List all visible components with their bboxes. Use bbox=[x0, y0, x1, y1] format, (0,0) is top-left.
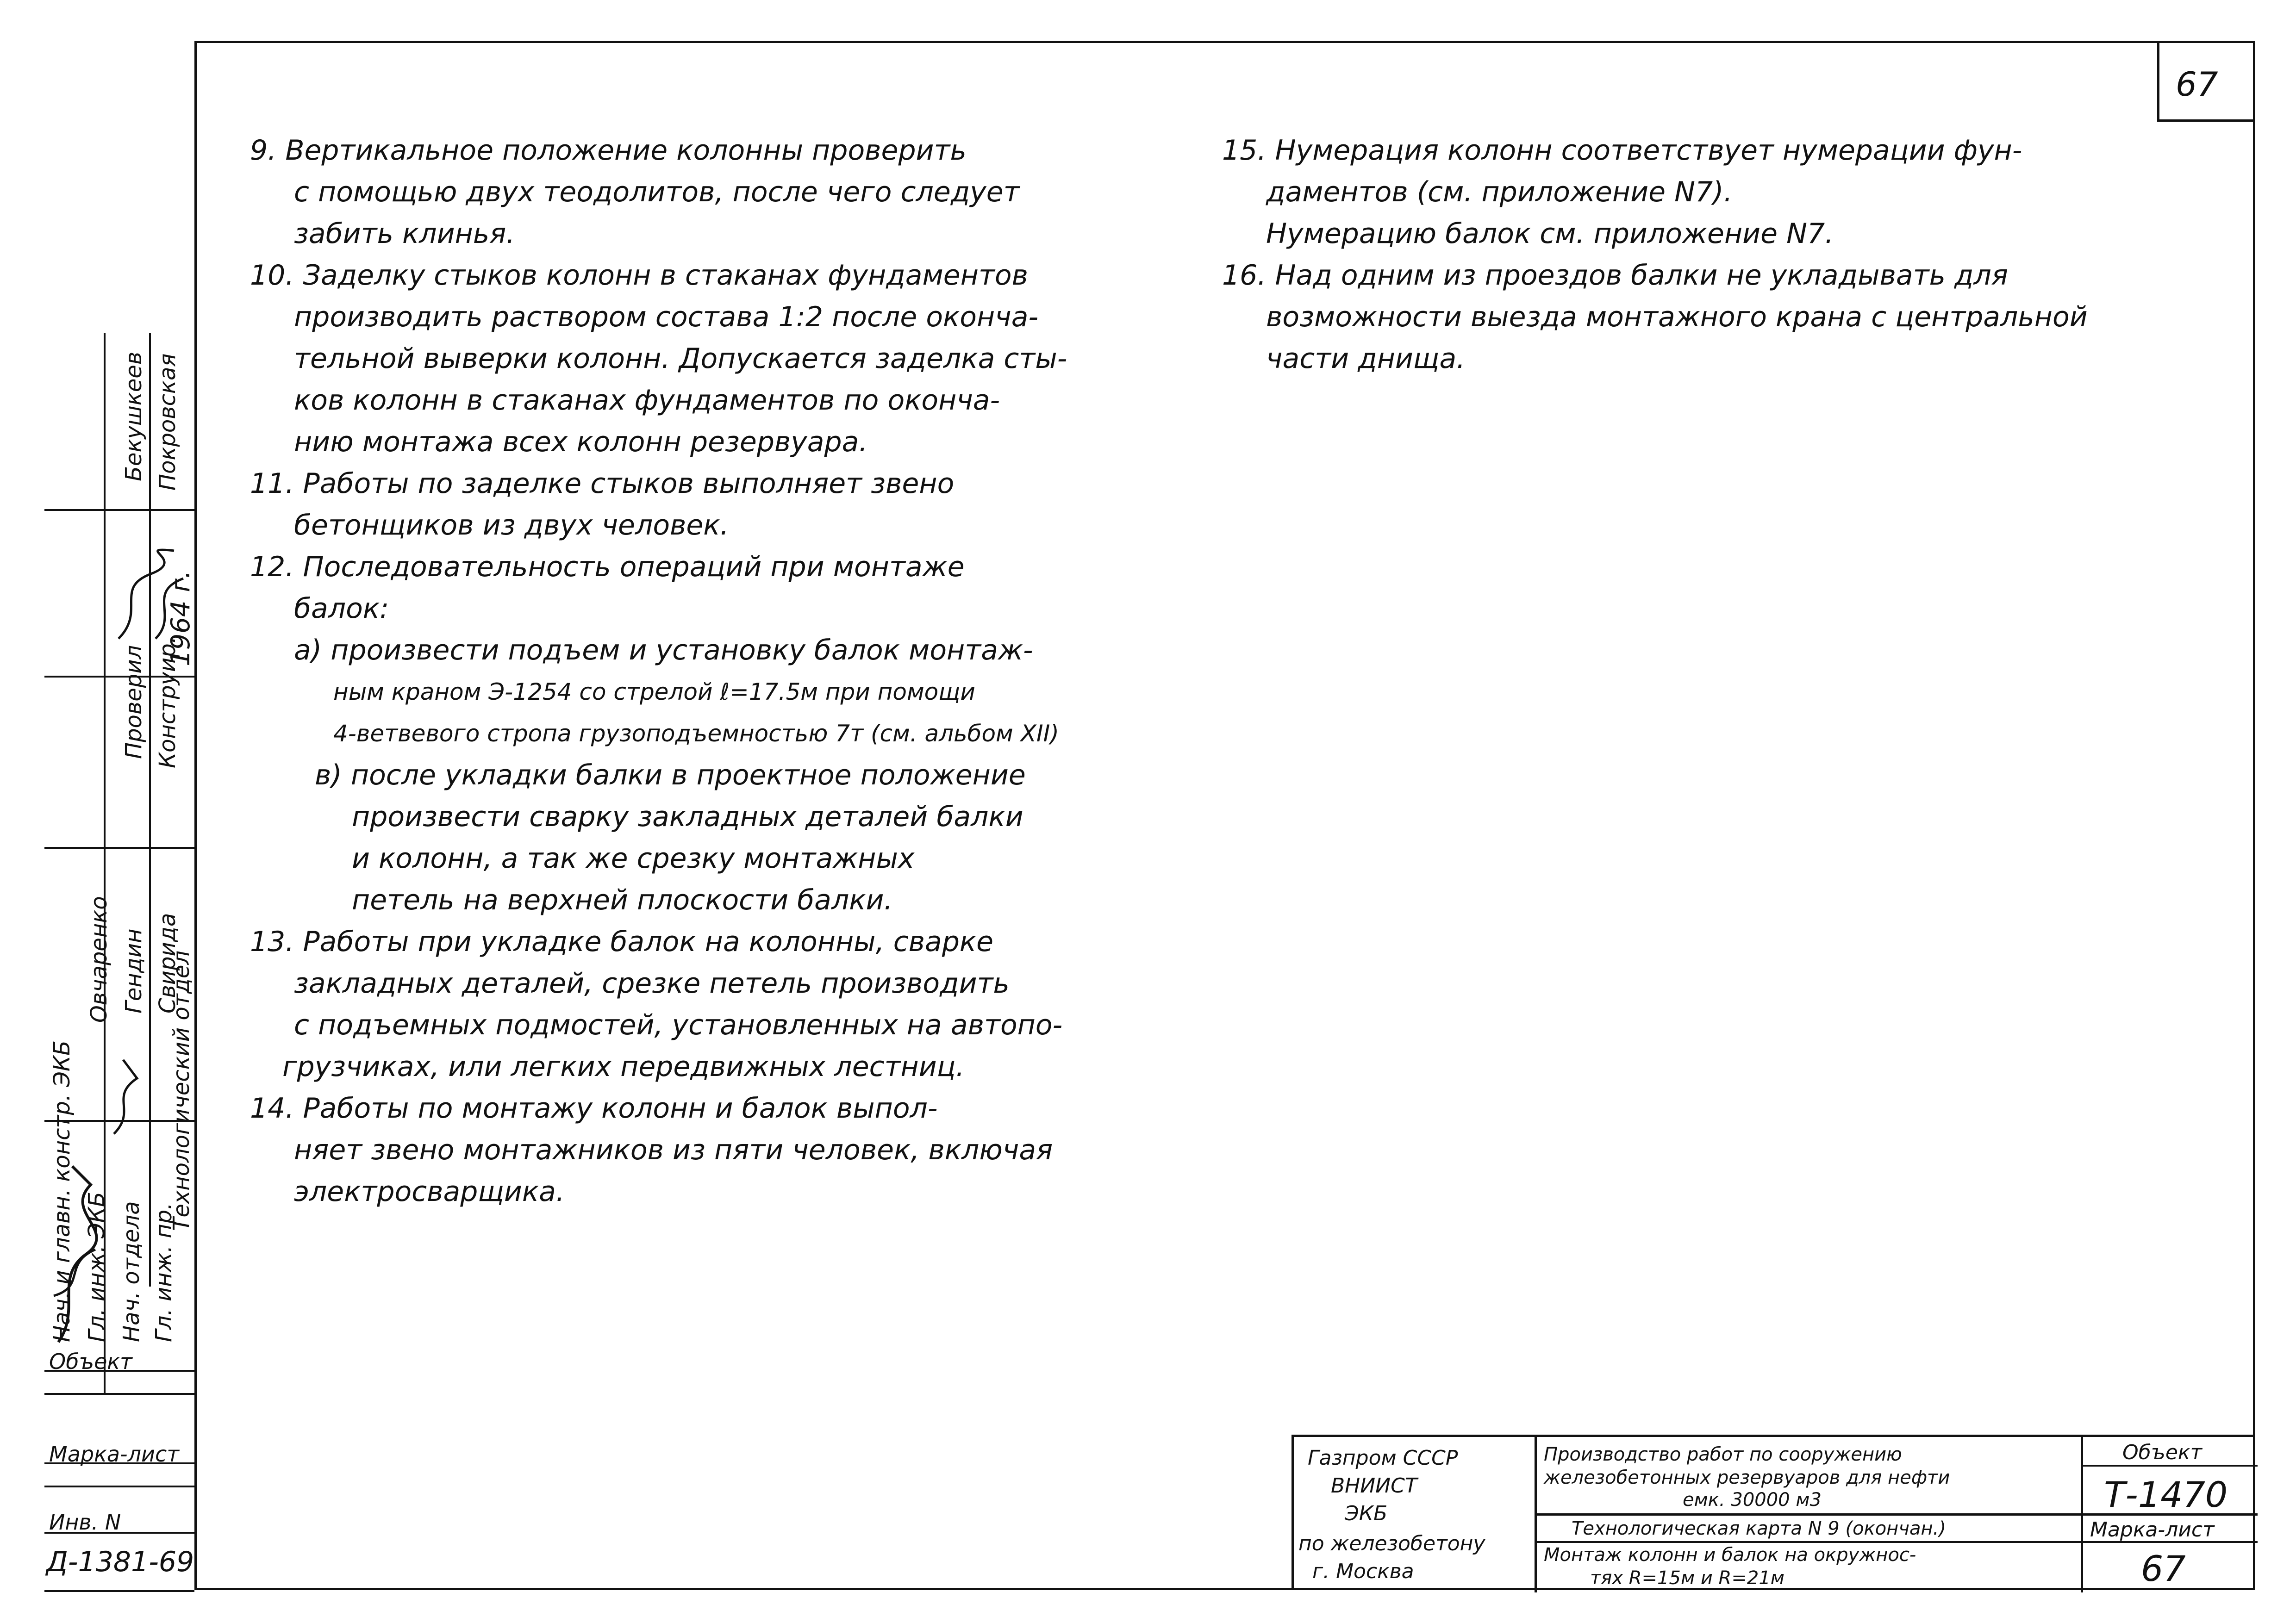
text-line: ным краном Э-1254 со стрелой ℓ=17.5м при помощи bbox=[333, 678, 975, 705]
text-line: в) после укладки балки в проектное положение bbox=[315, 759, 1026, 791]
stamp-name: Свирида bbox=[155, 913, 181, 1014]
stamp-object-label: Объект bbox=[49, 1349, 132, 1374]
text-line: 9. Вертикальное положение колонны проверить bbox=[250, 134, 967, 167]
object-value: Т-1470 bbox=[2104, 1474, 2228, 1515]
left-text-column bbox=[250, 130, 1067, 1213]
stamp-role: Гл. инж. пр. bbox=[151, 1202, 177, 1342]
org-line: Газпром СССР bbox=[1308, 1446, 1458, 1470]
text-line: петель на верхней плоскости балки. bbox=[352, 884, 893, 916]
stamp-role: Гл. инж. ЭКБ bbox=[84, 1192, 110, 1342]
stamp-divider bbox=[44, 1486, 194, 1487]
text-line: 12. Последовательность операций при монтаже bbox=[250, 551, 965, 583]
text-line: 16. Над одним из проездов балки не укладывать для bbox=[1222, 259, 2008, 292]
card-subject-line: тях R=15м и R=21м bbox=[1590, 1567, 1784, 1589]
org-line: г. Москва bbox=[1312, 1560, 1414, 1583]
stamp-role: Нач. и главн. констр. ЭКБ bbox=[49, 1040, 75, 1342]
stamp-name: Гендин bbox=[121, 928, 147, 1014]
stamp-checked-name: Бекушкеев bbox=[121, 351, 147, 481]
text-line: произвести сварку закладных деталей балки bbox=[352, 801, 1023, 833]
text-line: закладных деталей, срезке петель производить bbox=[294, 967, 1010, 1000]
text-line: няет звено монтажников из пяти человек, включая bbox=[294, 1134, 1053, 1166]
mark-label: Марка-лист bbox=[2090, 1518, 2215, 1542]
title-block-divider bbox=[2081, 1465, 2258, 1467]
stamp-year: 1964 г. bbox=[166, 570, 196, 666]
org-line: по железобетону bbox=[1298, 1532, 1485, 1555]
text-line: нию монтажа всех колонн резервуара. bbox=[294, 426, 868, 458]
text-line: 14. Работы по монтажу колонн и балок выпол- bbox=[250, 1092, 938, 1125]
text-line: возможности выезда монтажного крана с центральной bbox=[1266, 301, 2088, 333]
stamp-divider bbox=[149, 333, 151, 1287]
right-text-column bbox=[1222, 130, 2088, 379]
stamp-name: Овчаренко bbox=[86, 896, 112, 1023]
text-line: производить раствором состава 1:2 после оконча- bbox=[294, 301, 1039, 333]
stamp-mark-sheet-label: Марка-лист bbox=[49, 1442, 180, 1467]
org-line: ВНИИСТ bbox=[1331, 1474, 1417, 1498]
text-line: электросварщика. bbox=[294, 1175, 565, 1208]
text-line: грузчиках, или легких передвижных лестниц. bbox=[282, 1051, 965, 1083]
text-line: части днища. bbox=[1266, 342, 1466, 375]
title-block bbox=[1292, 1435, 2255, 1590]
stamp-divider bbox=[44, 509, 194, 511]
signature-image bbox=[44, 1157, 104, 1351]
approval-stamp bbox=[44, 0, 194, 1623]
page-number: 67 bbox=[2176, 65, 2218, 104]
text-line: а) произвести подъем и установку балок монтаж- bbox=[294, 634, 1033, 666]
text-line: Нумерацию балок см. приложение N7. bbox=[1266, 218, 1834, 250]
text-line: балок: bbox=[294, 592, 389, 625]
stamp-inv-label: Инв. N bbox=[49, 1510, 121, 1535]
object-label: Объект bbox=[2122, 1441, 2202, 1464]
project-line: емк. 30000 м3 bbox=[1683, 1489, 1822, 1511]
text-line: ков колонн в стаканах фундаментов по оконча- bbox=[294, 384, 1000, 417]
project-line: Производство работ по сооружению bbox=[1544, 1444, 1902, 1465]
text-line: бетонщиков из двух человек. bbox=[294, 509, 729, 541]
text-line: 4-ветвевого стропа грузоподъемностью 7т (см. альбом XII) bbox=[333, 720, 1059, 747]
mark-value: 67 bbox=[2141, 1548, 2186, 1589]
text-line: 15. Нумерация колонн соответствует нумерации фун- bbox=[1222, 134, 2022, 167]
text-line: даментов (см. приложение N7). bbox=[1266, 176, 1733, 208]
card-title: Технологическая карта N 9 (окончан.) bbox=[1572, 1518, 1946, 1539]
signature-image bbox=[105, 537, 193, 648]
text-line: 11. Работы по заделке стыков выполняет звено bbox=[250, 467, 955, 500]
text-line: с помощью двух теодолитов, после чего следует bbox=[294, 176, 1020, 208]
stamp-department: Технологический отдел bbox=[168, 950, 194, 1231]
stamp-constructed-label: Конструир. bbox=[155, 636, 181, 768]
stamp-divider bbox=[44, 1393, 194, 1395]
stamp-checked-label: Проверил bbox=[121, 645, 147, 759]
text-line: 10. Заделку стыков колонн в стаканах фундаментов bbox=[250, 259, 1028, 292]
stamp-checked-name: Покровская bbox=[155, 353, 181, 491]
card-subject-line: Монтаж колонн и балок на окружнос- bbox=[1544, 1544, 1916, 1566]
text-line: с подъемных подмостей, установленных на автопо- bbox=[294, 1009, 1063, 1041]
org-line: ЭКБ bbox=[1345, 1502, 1388, 1525]
text-line: тельной выверки колонн. Допускается заделка сты- bbox=[294, 342, 1067, 375]
project-line: железобетонных резервуаров для нефти bbox=[1544, 1467, 1950, 1488]
title-block-divider bbox=[1535, 1541, 2081, 1543]
stamp-divider bbox=[44, 1590, 194, 1592]
stamp-role: Нач. отдела bbox=[119, 1201, 144, 1342]
stamp-divider bbox=[194, 41, 196, 1590]
text-line: и колонн, а так же срезку монтажных bbox=[352, 842, 915, 875]
stamp-inv-number: Д-1381-69 bbox=[46, 1546, 194, 1578]
text-line: забить клинья. bbox=[294, 218, 515, 250]
text-line: 13. Работы при укладке балок на колонны, сварке bbox=[250, 926, 994, 958]
stamp-divider bbox=[44, 847, 194, 849]
signature-image bbox=[105, 1055, 149, 1138]
